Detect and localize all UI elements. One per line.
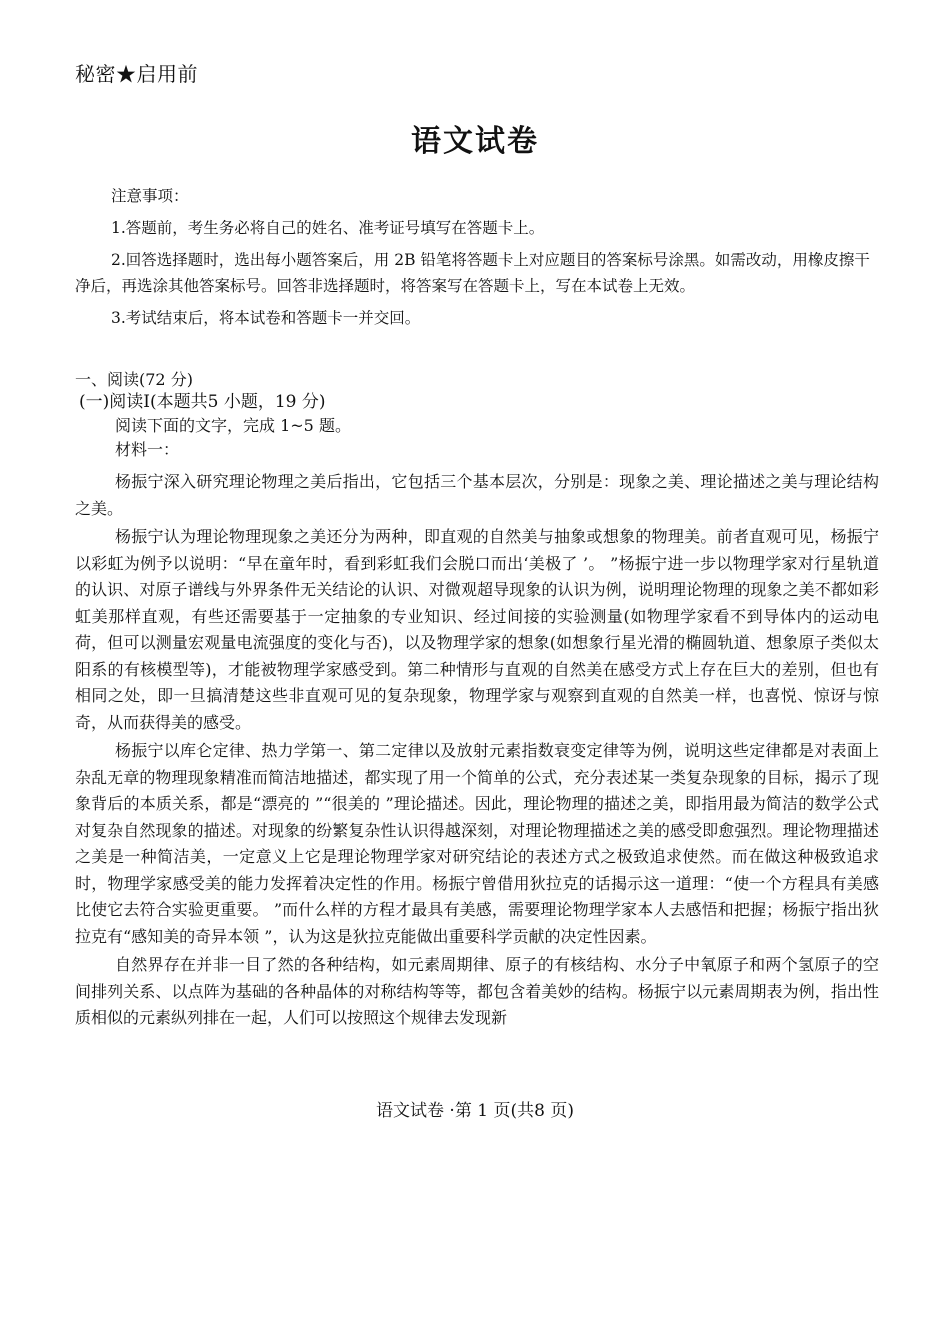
passage-paragraph: 杨振宁认为理论物理现象之美还分为两种，即直观的自然美与抽象或想象的物理美。前者直观可见，杨振宁以彩虹为例予以说明：“早在童年时，看到彩虹我们会脱口而出‘美极了 ’。 ”杨振宁进一步以物理学家对行星轨道的认识、对原子谱线与外界条件无关结论的认识、对微观超导现象的认识为例，说明理论物理的现象之美不都如彩虹美那样直观，有些还需要基于一定抽象的专业知识、经过间接的实验测量(如物理学家看不到导体内的运动电荷，但可以测量宏观量电流强度的变化与否)，以及物理学家的想象(如想象行星光滑的椭圆轨道、想象原子类似太阳系的有核模型等)，才能被物理学家感受到。第二种情形与直观的自然美在感受方式上存在巨大的差别，但也有相同之处，即一旦搞清楚这些非直观可见的复杂现象，物理学家与观察到直观的自然美一样，也喜悦、惊讶与惊奇，从而获得美的感受。 xyxy=(75,527,879,732)
notes-item-2: 2.回答选择题时，选出每小题答案后，用 2B 铅笔将答题卡上对应题目的答案标号涂黑。如需改动，用橡皮擦干净后，再选涂其他答案标号。回答非选择题时，将答案写在答题卡上，写在本试卷上无效。 xyxy=(75,251,870,295)
reading-passage xyxy=(75,469,879,1034)
notes-item-3: 3.考试结束后，将本试卷和答题卡一并交回。 xyxy=(111,309,421,327)
notes-heading: 注意事项： xyxy=(111,187,189,205)
notes-item-1: 1.答题前，考生务必将自己的姓名、准考证号填写在答题卡上。 xyxy=(111,219,545,237)
confidential-label: 秘密★启用前 xyxy=(75,62,198,86)
page-title: 语文试卷 xyxy=(411,124,539,159)
section-heading: 一、阅读(72 分) xyxy=(75,370,193,389)
material-label: 材料一： xyxy=(115,440,180,459)
passage-paragraph: 杨振宁以库仑定律、热力学第一、第二定律以及放射元素指数衰变定律等为例，说明这些定律都是对表面上杂乱无章的物理现象精准而简洁地描述，都实现了用一个简单的公式，充分表述某一类复杂现象的目标，揭示了现象背后的本质关系，都是“漂亮的 ”“很美的 ”理论描述。因此，理论物理的描述之美，即指用最为简洁的数学公式对复杂自然现象的描述。对现象的纷繁复杂性认识得越深刻，对理论物理描述之美的感受即愈强烈。理论物理描述之美是一种简洁美，一定意义上它是理论物理学家对研究结论的表述方式之极致追求使然。而在做这种极致追求时，物理学家感受美的能力发挥着决定性的作用。杨振宁曾借用狄拉克的话揭示这一道理：“使一个方程具有美感比使它去符合实验更重要。 ”而什么样的方程才最具有美感，需要理论物理学家本人去感悟和把握；杨振宁指出狄拉克有“感知美的奇异本领 ”，认为这是狄拉克能做出重要科学贡献的决定性因素。 xyxy=(75,741,879,946)
notes-block xyxy=(75,183,875,331)
subsection-heading: (一)阅读Ⅰ(本题共5 小题，19 分) xyxy=(79,392,326,412)
page-footer: 语文试卷 ·第 1 页(共8 页) xyxy=(376,1101,574,1121)
reading-instruction: 阅读下面的文字，完成 1~5 题。 xyxy=(115,416,351,435)
passage-paragraph: 杨振宁深入研究理论物理之美后指出，它包括三个基本层次，分别是：现象之美、理论描述之美与理论结构之美。 xyxy=(75,472,879,518)
passage-paragraph: 自然界存在并非一目了然的各种结构，如元素周期律、原子的有核结构、水分子中氧原子和两个氢原子的空间排列关系、以点阵为基础的各种晶体的对称结构等等，都包含着美妙的结构。杨振宁以元素周期表为例，指出性质相似的元素纵列排在一起，人们可以按照这个规律去发现新 xyxy=(75,955,879,1027)
